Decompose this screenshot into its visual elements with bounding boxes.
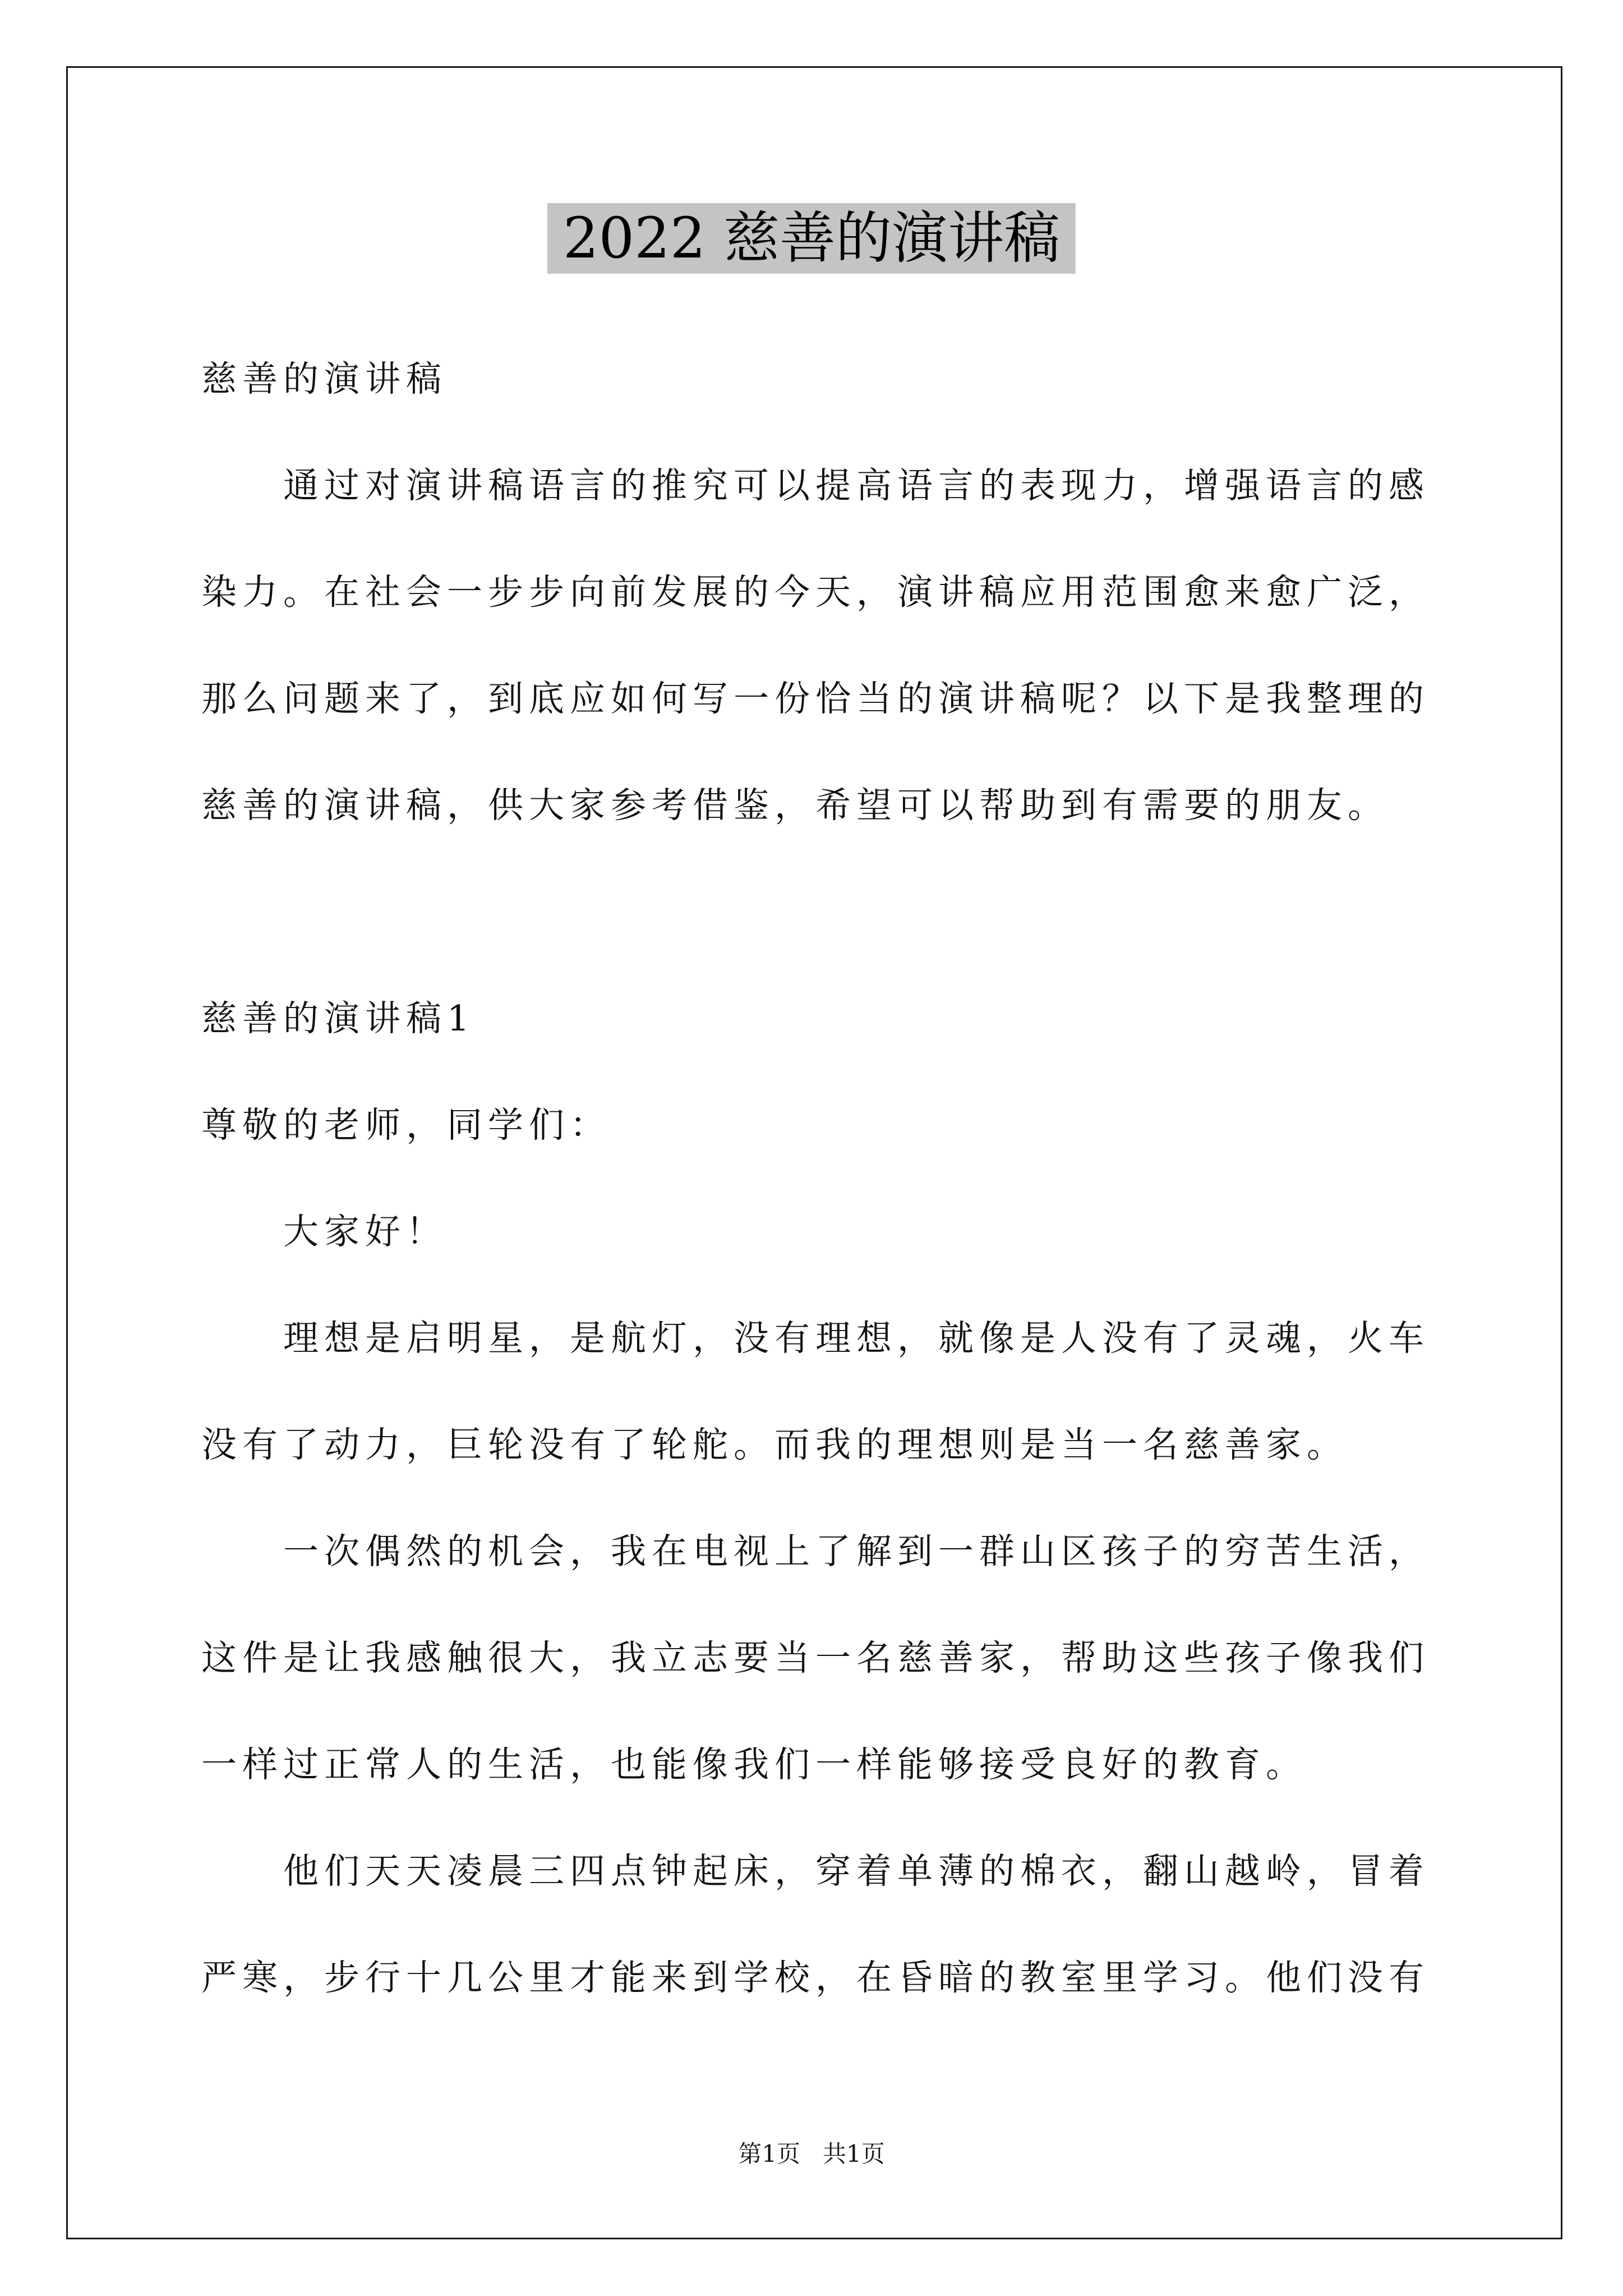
document-title: 2022 慈善的演讲稿 bbox=[547, 203, 1076, 274]
paragraph-line: 没有了动力，巨轮没有了轮舵。而我的理想则是当一名慈善家。 bbox=[201, 1424, 1348, 1465]
blank-line bbox=[201, 859, 1458, 965]
greeting: 大家好！ bbox=[283, 1211, 447, 1252]
body-paragraph bbox=[201, 1818, 1458, 2031]
paragraph-line: 一次偶然的机会，我在电视上了解到一群山区孩子的穷苦生活， bbox=[283, 1531, 1430, 1572]
paragraph-line: 严寒，步行十几公里才能来到学校，在昏暗的教室里学习。他们没有 bbox=[201, 1957, 1430, 1998]
body-paragraph bbox=[201, 1285, 1458, 1498]
intro-paragraph bbox=[201, 432, 1458, 859]
section-heading: 慈善的演讲稿1 bbox=[201, 998, 476, 1039]
intro-line: 那么问题来了，到底应如何写一份恰当的演讲稿呢？以下是我整理的 bbox=[201, 678, 1430, 719]
paragraph-line: 他们天天凌晨三四点钟起床，穿着单薄的棉衣，翻山越岭，冒着 bbox=[283, 1851, 1430, 1892]
page-footer: 第1页 共1页 bbox=[738, 2140, 885, 2168]
intro-line: 通过对演讲稿语言的推究可以提高语言的表现力，增强语言的感 bbox=[283, 465, 1430, 506]
body-paragraph bbox=[201, 1498, 1458, 1818]
subtitle: 慈善的演讲稿 bbox=[201, 358, 447, 399]
paragraph-line: 理想是启明星，是航灯，没有理想，就像是人没有了灵魂，火车 bbox=[283, 1318, 1430, 1359]
intro-line: 慈善的演讲稿，供大家参考借鉴，希望可以帮助到有需要的朋友。 bbox=[201, 785, 1389, 826]
intro-line: 染力。在社会一步步向前发展的今天，演讲稿应用范围愈来愈广泛， bbox=[201, 572, 1430, 613]
paragraph-line: 一样过正常人的生活，也能像我们一样能够接受良好的教育。 bbox=[201, 1744, 1307, 1785]
document-body bbox=[201, 326, 1458, 2031]
salutation: 尊敬的老师，同学们： bbox=[201, 1105, 611, 1145]
paragraph-line: 这件是让我感触很大，我立志要当一名慈善家，帮助这些孩子像我们 bbox=[201, 1637, 1430, 1678]
